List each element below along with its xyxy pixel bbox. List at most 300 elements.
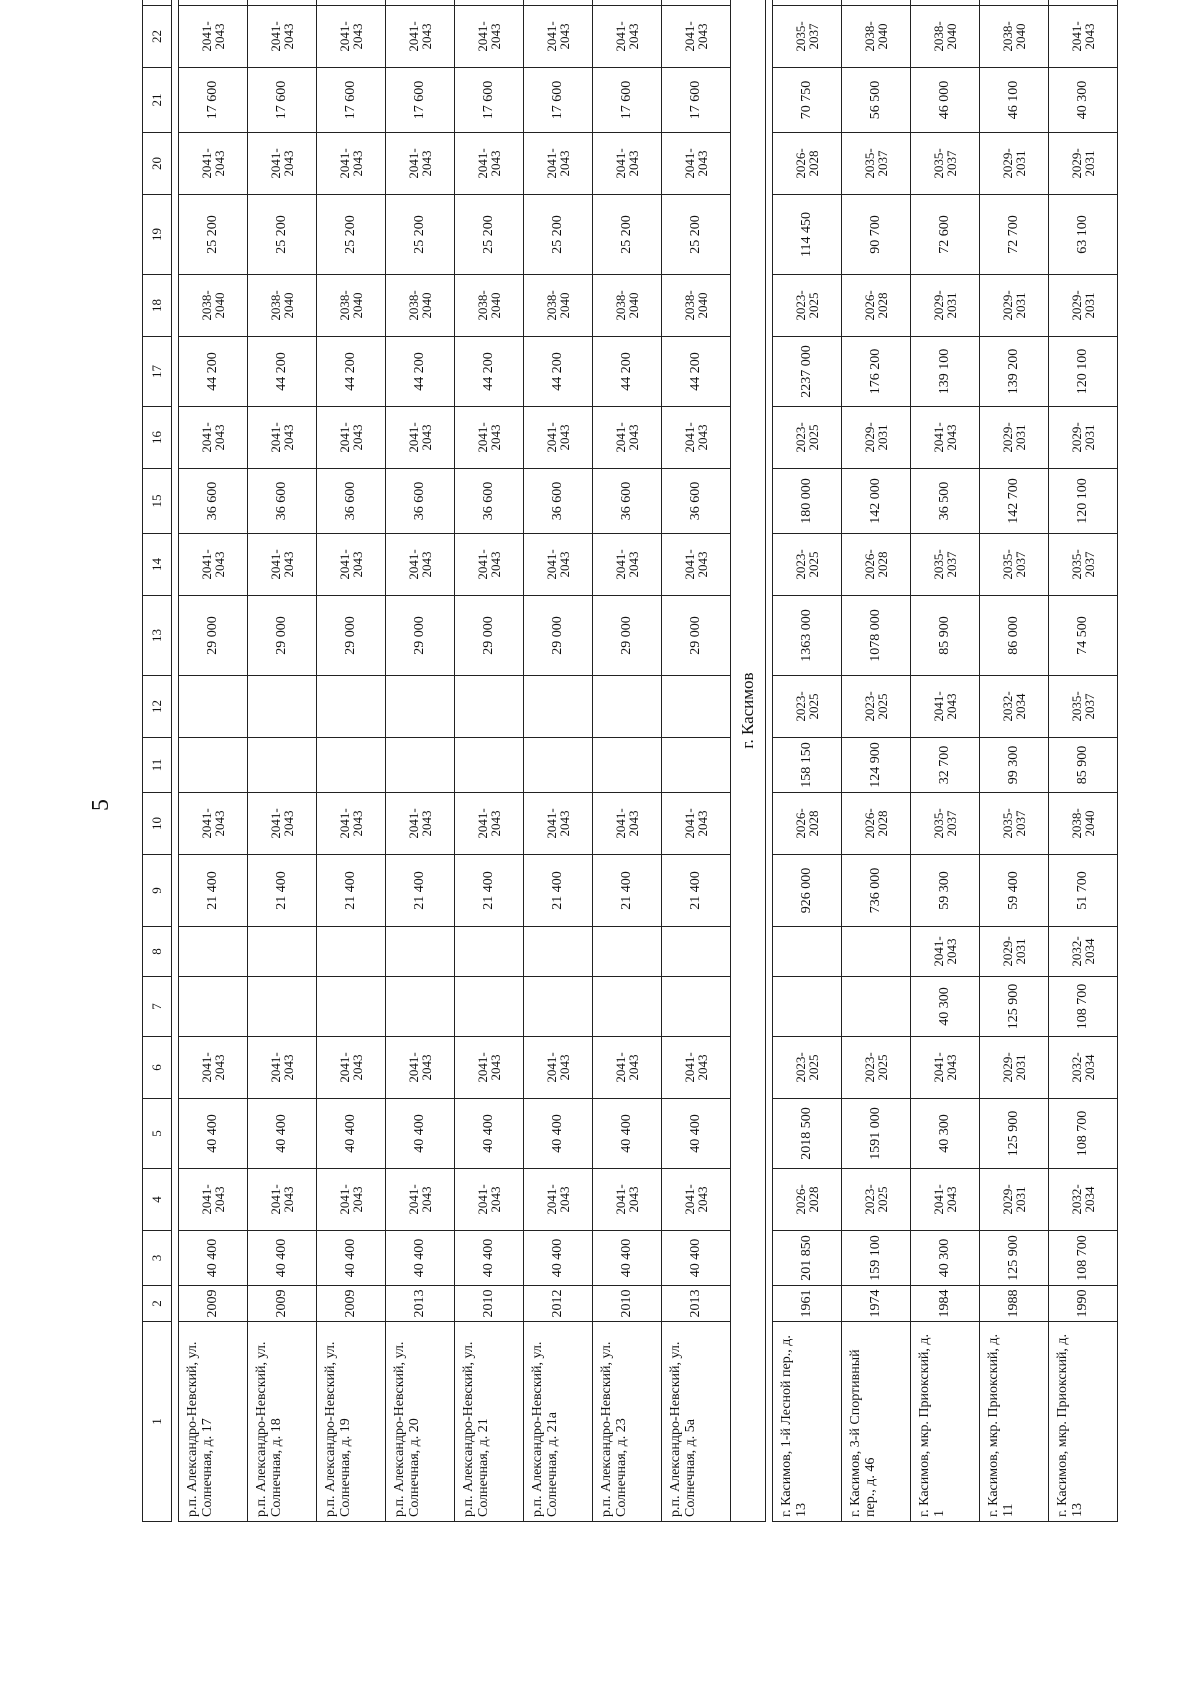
table-cell: 2041- 2043 — [386, 793, 455, 855]
address-cell: р.п. Александро-Невский, ул. Солнечная, д. 5а — [662, 1322, 731, 1522]
table-cell: 2041- 2043 — [248, 793, 317, 855]
table-cell — [593, 738, 662, 793]
table-row — [773, 0, 842, 1522]
table-cell: 17 600 — [455, 68, 524, 133]
table-cell: 21 — [143, 68, 172, 133]
table-cell: 2035- 2037 — [911, 534, 980, 596]
table-cell: 2041- 2043 — [179, 793, 248, 855]
table-row — [248, 0, 317, 1522]
table-cell: 2023- 2025 — [773, 1037, 842, 1099]
table-cell: 2038- 2040 — [1049, 793, 1118, 855]
table-cell: 2041- 2043 — [179, 6, 248, 68]
table-cell: 2023- 2025 — [773, 676, 842, 738]
table-cell — [455, 977, 524, 1037]
table-cell: 14 — [143, 534, 172, 596]
table-cell — [524, 676, 593, 738]
table-cell — [455, 738, 524, 793]
table-cell — [842, 0, 911, 6]
table-cell: 40 400 — [386, 1099, 455, 1169]
table-cell: 2029- 2031 — [980, 407, 1049, 469]
table-cell: 20 — [143, 133, 172, 195]
table-cell — [662, 927, 731, 977]
table-cell: 3 — [143, 1231, 172, 1286]
table-cell: 2041- 2043 — [317, 407, 386, 469]
table-cell: 2041- 2043 — [524, 534, 593, 596]
table-cell — [773, 927, 842, 977]
table-cell — [317, 977, 386, 1037]
address-cell: г. Касимов, 3-й Спортивный пер., д. 46 — [842, 1322, 911, 1522]
table-cell: 2041- 2043 — [317, 133, 386, 195]
table-cell — [455, 0, 524, 6]
table-cell: 2041- 2043 — [455, 407, 524, 469]
table-cell: 125 900 — [980, 1231, 1049, 1286]
table-cell: 2023- 2025 — [842, 676, 911, 738]
table-cell: 36 500 — [911, 469, 980, 534]
table-cell: 159 100 — [842, 1231, 911, 1286]
table-cell: 2026- 2028 — [842, 793, 911, 855]
table-cell: 21 400 — [593, 855, 662, 927]
table-cell: 2041- 2043 — [455, 1169, 524, 1231]
table-cell — [386, 977, 455, 1037]
table-cell — [317, 0, 386, 6]
table-cell: 2032- 2034 — [980, 676, 1049, 738]
table-cell: 2041- 2043 — [455, 6, 524, 68]
table-cell — [455, 927, 524, 977]
table-cell: 2041- 2043 — [524, 793, 593, 855]
table-cell — [662, 0, 731, 6]
table-cell: 29 000 — [455, 596, 524, 676]
table-cell: 2029- 2031 — [1049, 407, 1118, 469]
table-cell: 40 400 — [248, 1231, 317, 1286]
table-cell: 17 600 — [386, 68, 455, 133]
table-cell: 2010 — [593, 1286, 662, 1322]
table-cell: 29 000 — [593, 596, 662, 676]
table-cell: 25 200 — [524, 195, 593, 275]
table-cell — [842, 927, 911, 977]
table-cell: 108 700 — [1049, 977, 1118, 1037]
table-cell: 2038- 2040 — [524, 275, 593, 337]
table-cell: 2041- 2043 — [662, 1037, 731, 1099]
table-cell: 36 600 — [455, 469, 524, 534]
table-cell: 29 000 — [317, 596, 386, 676]
table-cell: 139 100 — [911, 337, 980, 407]
table-cell: 108 700 — [1049, 1099, 1118, 1169]
table-cell: 21 400 — [317, 855, 386, 927]
table-cell — [386, 927, 455, 977]
table-cell: 46 000 — [911, 68, 980, 133]
table-cell: 125 900 — [980, 977, 1049, 1037]
table-cell: 1078 000 — [842, 596, 911, 676]
table-cell: 44 200 — [455, 337, 524, 407]
table-cell: 2032- 2034 — [1049, 1169, 1118, 1231]
table-cell: 85 900 — [911, 596, 980, 676]
table-cell — [386, 676, 455, 738]
table-cell: 2013 — [662, 1286, 731, 1322]
table-cell: 2041- 2043 — [248, 1037, 317, 1099]
table-cell: 2023- 2025 — [773, 407, 842, 469]
table-cell: 17 600 — [248, 68, 317, 133]
address-cell: р.п. Александро-Невский, ул. Солнечная, д. 17 — [179, 1322, 248, 1522]
table-cell: 2041- 2043 — [317, 1037, 386, 1099]
table-cell: 40 400 — [455, 1231, 524, 1286]
table-cell: 17 600 — [662, 68, 731, 133]
table-cell: 36 600 — [317, 469, 386, 534]
table-cell — [524, 977, 593, 1037]
address-cell: г. Касимов, мкр. Приокский, д. 13 — [1049, 1322, 1118, 1522]
table-cell: 40 400 — [179, 1099, 248, 1169]
table-cell: 90 700 — [842, 195, 911, 275]
table-cell — [179, 738, 248, 793]
table-cell: 2041- 2043 — [911, 927, 980, 977]
table-cell: 2041- 2043 — [662, 534, 731, 596]
table-cell: 2041- 2043 — [911, 407, 980, 469]
table-cell: 19 — [143, 195, 172, 275]
table-cell: 2029- 2031 — [980, 275, 1049, 337]
table-cell: 99 300 — [980, 738, 1049, 793]
table-cell: 139 200 — [980, 337, 1049, 407]
address-cell: р.п. Александро-Невский, ул. Солнечная, д. 21 — [455, 1322, 524, 1522]
table-cell: 2029- 2031 — [980, 927, 1049, 977]
table-cell: 2237 000 — [773, 337, 842, 407]
table-row — [842, 0, 911, 1522]
spacer-cell — [766, 0, 773, 1522]
address-cell: г. Касимов, мкр. Приокский, д. 11 — [980, 1322, 1049, 1522]
table-cell — [317, 676, 386, 738]
table-cell: 2041- 2043 — [179, 1037, 248, 1099]
table-cell: 2023- 2025 — [773, 275, 842, 337]
table-cell: 2029- 2031 — [1049, 133, 1118, 195]
table-cell: 74 500 — [1049, 596, 1118, 676]
table-cell: 2032- 2034 — [1049, 927, 1118, 977]
table-cell: 17 — [143, 337, 172, 407]
address-cell: г. Касимов, мкр. Приокский, д. 1 — [911, 1322, 980, 1522]
table-cell: 40 400 — [317, 1099, 386, 1169]
table-cell: 1 — [143, 1322, 172, 1522]
table-row — [524, 0, 593, 1522]
table-cell — [143, 0, 172, 6]
table-cell: 13 — [143, 596, 172, 676]
table-cell: 21 400 — [248, 855, 317, 927]
spacer-row — [172, 0, 179, 1522]
table-cell: 63 100 — [1049, 195, 1118, 275]
table-cell — [662, 977, 731, 1037]
table-cell: 40 400 — [593, 1231, 662, 1286]
table-cell: 2041- 2043 — [317, 534, 386, 596]
table-cell — [317, 927, 386, 977]
table-cell — [773, 977, 842, 1037]
table-cell — [317, 738, 386, 793]
table-cell: 176 200 — [842, 337, 911, 407]
table-cell: 2026- 2028 — [773, 793, 842, 855]
table-cell: 2032- 2034 — [1049, 1037, 1118, 1099]
table-cell: 2041- 2043 — [911, 676, 980, 738]
table-cell — [662, 676, 731, 738]
spacer-row — [766, 0, 773, 1522]
table-cell: 1591 000 — [842, 1099, 911, 1169]
table-cell: 32 700 — [911, 738, 980, 793]
table-cell: 1990 — [1049, 1286, 1118, 1322]
table-row — [593, 0, 662, 1522]
table-cell: 2038- 2040 — [386, 275, 455, 337]
table-cell: 40 400 — [455, 1099, 524, 1169]
table-cell: 2026- 2028 — [842, 275, 911, 337]
table-cell: 72 600 — [911, 195, 980, 275]
table-cell: 2041- 2043 — [386, 407, 455, 469]
table-cell: 17 600 — [524, 68, 593, 133]
table-cell: 2035- 2037 — [911, 133, 980, 195]
table-cell: 1363 000 — [773, 596, 842, 676]
table-cell: 8 — [143, 927, 172, 977]
table-cell: 2009 — [317, 1286, 386, 1322]
table-cell: 142 000 — [842, 469, 911, 534]
table-cell: 1984 — [911, 1286, 980, 1322]
table-cell: 2041- 2043 — [179, 534, 248, 596]
table-cell: 44 200 — [317, 337, 386, 407]
table-cell: 2041- 2043 — [911, 1037, 980, 1099]
table-cell: 736 000 — [842, 855, 911, 927]
table-cell — [386, 738, 455, 793]
rotated-table-sheet — [142, 21, 1097, 1522]
table-cell: 2041- 2043 — [593, 534, 662, 596]
table-cell: 40 400 — [179, 1231, 248, 1286]
table-cell: 2018 500 — [773, 1099, 842, 1169]
table-cell — [593, 927, 662, 977]
table-cell: 44 200 — [662, 337, 731, 407]
table-cell: 2041- 2043 — [386, 133, 455, 195]
table-cell: 2041- 2043 — [386, 6, 455, 68]
table-cell — [248, 738, 317, 793]
table-cell: 40 400 — [662, 1231, 731, 1286]
table-cell: 44 200 — [524, 337, 593, 407]
table-cell: 2041- 2043 — [524, 1037, 593, 1099]
table-cell: 40 300 — [1049, 68, 1118, 133]
table-cell: 2029- 2031 — [1049, 275, 1118, 337]
table-cell: 2009 — [179, 1286, 248, 1322]
table-cell: 46 100 — [980, 68, 1049, 133]
table-cell: 2041- 2043 — [317, 6, 386, 68]
repair-schedule-table — [142, 0, 1118, 1522]
table-cell: 40 400 — [662, 1099, 731, 1169]
address-cell: р.п. Александро-Невский, ул. Солнечная, д. 19 — [317, 1322, 386, 1522]
table-cell: 2035- 2037 — [842, 133, 911, 195]
table-cell: 2 — [143, 1286, 172, 1322]
table-cell: 2038- 2040 — [317, 275, 386, 337]
table-cell: 17 600 — [593, 68, 662, 133]
table-cell: 2041- 2043 — [662, 407, 731, 469]
table-cell: 2026- 2028 — [773, 133, 842, 195]
table-cell — [593, 676, 662, 738]
address-cell: р.п. Александро-Невский, ул. Солнечная, д. 20 — [386, 1322, 455, 1522]
table-cell: 44 200 — [386, 337, 455, 407]
table-cell: 40 300 — [911, 977, 980, 1037]
table-cell: 201 850 — [773, 1231, 842, 1286]
header-row — [143, 0, 172, 1522]
table-cell: 180 000 — [773, 469, 842, 534]
table-cell: 2041- 2043 — [248, 407, 317, 469]
table-cell: 70 750 — [773, 68, 842, 133]
section-row — [731, 0, 766, 1522]
table-cell: 51 700 — [1049, 855, 1118, 927]
table-cell: 40 400 — [524, 1099, 593, 1169]
table-cell: 2041- 2043 — [317, 793, 386, 855]
table-cell: 2029- 2031 — [980, 133, 1049, 195]
table-cell: 120 100 — [1049, 469, 1118, 534]
table-row — [179, 0, 248, 1522]
table-cell: 2029- 2031 — [911, 275, 980, 337]
table-cell: 10 — [143, 793, 172, 855]
table-cell: 2038- 2040 — [593, 275, 662, 337]
table-row — [317, 0, 386, 1522]
table-cell: 2041- 2043 — [524, 6, 593, 68]
table-cell: 2041- 2043 — [455, 534, 524, 596]
table-cell: 2010 — [455, 1286, 524, 1322]
table-cell: 2023- 2025 — [773, 534, 842, 596]
table-cell: 2035- 2037 — [1049, 676, 1118, 738]
table-row — [386, 0, 455, 1522]
address-cell: г. Касимов, 1-й Лесной пер., д. 13 — [773, 1322, 842, 1522]
table-cell — [179, 0, 248, 6]
table-cell: 36 600 — [386, 469, 455, 534]
table-cell: 36 600 — [662, 469, 731, 534]
table-cell: 120 100 — [1049, 337, 1118, 407]
table-cell — [248, 676, 317, 738]
table-cell: 25 200 — [593, 195, 662, 275]
table-cell: 2041- 2043 — [662, 793, 731, 855]
address-cell: р.п. Александро-Невский, ул. Солнечная, д. 18 — [248, 1322, 317, 1522]
table-cell: 2041- 2043 — [248, 133, 317, 195]
table-cell — [842, 977, 911, 1037]
table-cell: 29 000 — [179, 596, 248, 676]
table-cell: 18 — [143, 275, 172, 337]
table-cell: 40 400 — [386, 1231, 455, 1286]
table-cell: 2041- 2043 — [593, 1037, 662, 1099]
table-cell: 21 400 — [455, 855, 524, 927]
table-cell: 25 200 — [455, 195, 524, 275]
table-cell: 44 200 — [179, 337, 248, 407]
section-title: г. Касимов — [731, 0, 766, 1522]
table-cell: 16 — [143, 407, 172, 469]
table-cell: 7 — [143, 977, 172, 1037]
table-cell: 2041- 2043 — [1049, 6, 1118, 68]
table-cell: 36 600 — [524, 469, 593, 534]
table-cell: 114 450 — [773, 195, 842, 275]
table-cell: 36 600 — [179, 469, 248, 534]
table-cell — [248, 0, 317, 6]
table-cell — [524, 0, 593, 6]
table-cell: 2038- 2040 — [248, 275, 317, 337]
table-cell: 2013 — [386, 1286, 455, 1322]
table-cell: 40 300 — [911, 1231, 980, 1286]
table-cell: 40 400 — [248, 1099, 317, 1169]
table-cell: 29 000 — [524, 596, 593, 676]
table-cell: 15 — [143, 469, 172, 534]
table-cell: 2035- 2037 — [1049, 534, 1118, 596]
table-cell: 17 600 — [317, 68, 386, 133]
table-row — [455, 0, 524, 1522]
table-cell: 72 700 — [980, 195, 1049, 275]
table-cell: 25 200 — [662, 195, 731, 275]
table-cell: 2041- 2043 — [593, 407, 662, 469]
table-cell: 124 900 — [842, 738, 911, 793]
table-cell — [524, 738, 593, 793]
table-cell: 25 200 — [386, 195, 455, 275]
table-cell — [455, 676, 524, 738]
table-cell — [593, 0, 662, 6]
table-cell: 2029- 2031 — [980, 1037, 1049, 1099]
table-cell: 2038- 2040 — [455, 275, 524, 337]
table-cell: 2041- 2043 — [911, 1169, 980, 1231]
table-cell: 36 600 — [593, 469, 662, 534]
table-row — [980, 0, 1049, 1522]
table-cell: 2035- 2037 — [980, 793, 1049, 855]
table-cell: 2041- 2043 — [524, 1169, 593, 1231]
table-cell — [911, 0, 980, 6]
table-cell: 2041- 2043 — [662, 1169, 731, 1231]
table-cell: 158 150 — [773, 738, 842, 793]
table-cell: 2041- 2043 — [248, 534, 317, 596]
table-cell: 125 900 — [980, 1099, 1049, 1169]
table-cell: 2041- 2043 — [524, 407, 593, 469]
table-cell: 21 400 — [524, 855, 593, 927]
table-cell: 2026- 2028 — [842, 534, 911, 596]
table-cell: 2038- 2040 — [179, 275, 248, 337]
table-cell: 2012 — [524, 1286, 593, 1322]
table-row — [911, 0, 980, 1522]
table-cell — [980, 0, 1049, 6]
table-cell — [773, 0, 842, 6]
table-cell: 44 200 — [248, 337, 317, 407]
table-cell: 2035- 2037 — [773, 6, 842, 68]
table-cell — [1049, 0, 1118, 6]
table-cell: 12 — [143, 676, 172, 738]
table-cell: 25 200 — [317, 195, 386, 275]
table-cell — [248, 927, 317, 977]
table-cell: 2041- 2043 — [455, 1037, 524, 1099]
table-cell: 4 — [143, 1169, 172, 1231]
table-cell — [179, 927, 248, 977]
table-cell: 2035- 2037 — [980, 534, 1049, 596]
table-cell: 108 700 — [1049, 1231, 1118, 1286]
table-cell: 9 — [143, 855, 172, 927]
table-cell: 6 — [143, 1037, 172, 1099]
table-cell: 1961 — [773, 1286, 842, 1322]
table-cell: 2038- 2040 — [662, 275, 731, 337]
table-cell: 21 400 — [662, 855, 731, 927]
table-cell: 926 000 — [773, 855, 842, 927]
table-cell: 2041- 2043 — [179, 133, 248, 195]
table-cell: 2035- 2037 — [911, 793, 980, 855]
table-cell — [593, 977, 662, 1037]
table-cell: 40 400 — [524, 1231, 593, 1286]
table-cell: 40 400 — [593, 1099, 662, 1169]
table-cell: 2038- 2040 — [980, 6, 1049, 68]
table-cell: 85 900 — [1049, 738, 1118, 793]
address-cell: р.п. Александро-Невский, ул. Солнечная, д. 23 — [593, 1322, 662, 1522]
table-cell — [179, 977, 248, 1037]
table-cell: 56 500 — [842, 68, 911, 133]
spacer-cell — [172, 0, 179, 1522]
table-cell: 21 400 — [386, 855, 455, 927]
address-cell: р.п. Александро-Невский, ул. Солнечная, д. 21а — [524, 1322, 593, 1522]
table-cell: 2029- 2031 — [980, 1169, 1049, 1231]
table-cell: 17 600 — [179, 68, 248, 133]
table-cell: 29 000 — [662, 596, 731, 676]
table-cell: 2038- 2040 — [842, 6, 911, 68]
table-cell: 2041- 2043 — [248, 6, 317, 68]
table-cell: 2026- 2028 — [773, 1169, 842, 1231]
table-cell: 2038- 2040 — [911, 6, 980, 68]
table-cell: 2029- 2031 — [842, 407, 911, 469]
